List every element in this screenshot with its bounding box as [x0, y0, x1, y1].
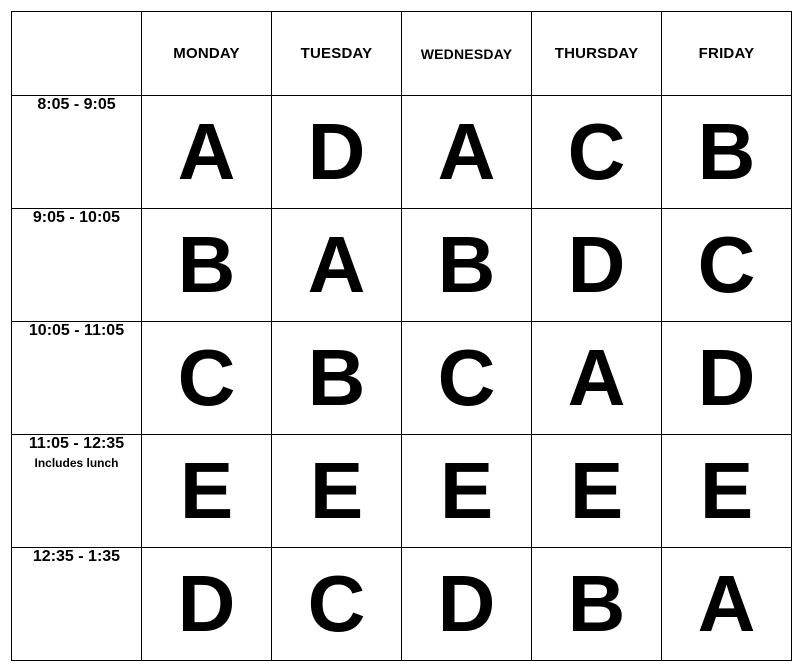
period-letter-cell: B — [142, 209, 272, 322]
period-letter-cell: E — [272, 435, 402, 548]
day-header-monday: MONDAY — [142, 12, 272, 96]
time-cell — [12, 548, 142, 661]
period-row-2 — [12, 209, 792, 322]
time-label: 11:05 - 12:35 — [28, 435, 125, 452]
period-letter-cell: A — [532, 322, 662, 435]
period-letter-cell: D — [662, 322, 792, 435]
time-cell — [12, 435, 142, 548]
time-cell — [12, 96, 142, 209]
period-row-4 — [12, 435, 792, 548]
day-header-friday: FRIDAY — [662, 12, 792, 96]
period-letter-cell: C — [142, 322, 272, 435]
period-letter-cell: C — [662, 209, 792, 322]
schedule-table — [11, 11, 792, 661]
period-letter-cell: E — [402, 435, 532, 548]
day-header-tuesday: TUESDAY — [272, 12, 402, 96]
day-header-wednesday: WEDNESDAY — [402, 12, 532, 96]
period-letter-cell: A — [272, 209, 402, 322]
period-row-3 — [12, 322, 792, 435]
period-letter-cell: C — [272, 548, 402, 661]
time-label: 10:05 - 11:05 — [28, 322, 125, 339]
period-letter-cell: D — [532, 209, 662, 322]
period-letter-cell: E — [662, 435, 792, 548]
corner-cell — [12, 12, 142, 96]
time-cell — [12, 209, 142, 322]
lunch-note: Includes lunch — [34, 456, 119, 470]
period-letter-cell: C — [532, 96, 662, 209]
period-letter-cell: B — [662, 96, 792, 209]
period-row-5 — [12, 548, 792, 661]
day-header-thursday: THURSDAY — [532, 12, 662, 96]
time-label: 8:05 - 9:05 — [37, 96, 116, 113]
period-letter-cell: A — [662, 548, 792, 661]
period-letter-cell: D — [272, 96, 402, 209]
period-row-1 — [12, 96, 792, 209]
period-letter-cell: A — [142, 96, 272, 209]
header-row — [12, 12, 792, 96]
period-letter-cell: B — [402, 209, 532, 322]
period-letter-cell: B — [272, 322, 402, 435]
time-label: 9:05 - 10:05 — [32, 209, 121, 226]
period-letter-cell: D — [402, 548, 532, 661]
time-cell — [12, 322, 142, 435]
period-letter-cell: E — [532, 435, 662, 548]
period-letter-cell: C — [402, 322, 532, 435]
period-letter-cell: A — [402, 96, 532, 209]
period-letter-cell: D — [142, 548, 272, 661]
period-letter-cell: E — [142, 435, 272, 548]
period-letter-cell: B — [532, 548, 662, 661]
time-label: 12:35 - 1:35 — [32, 548, 121, 565]
